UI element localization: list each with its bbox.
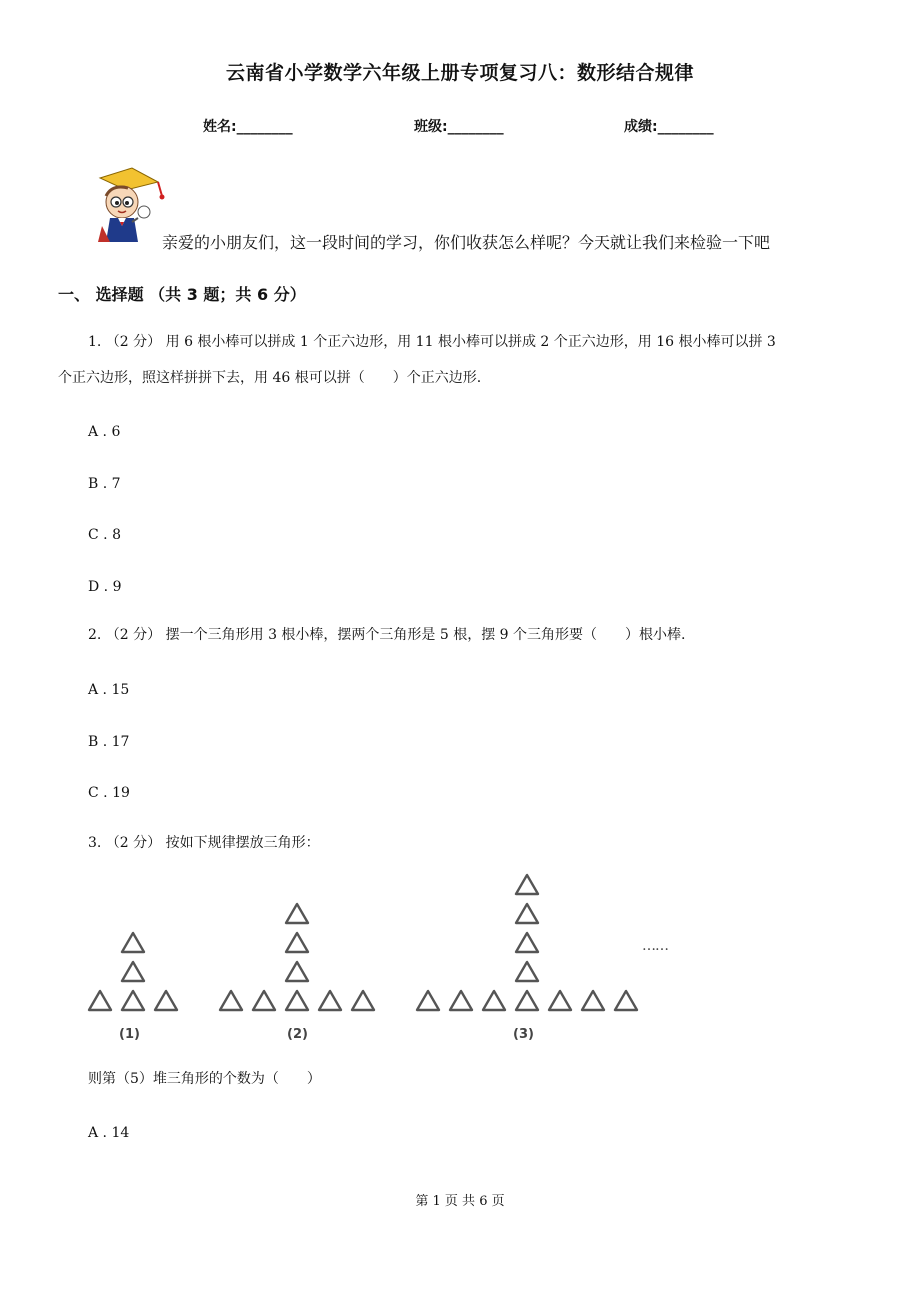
pile-3-triangle-6 (582, 991, 604, 1010)
pile-3-triangle-11 (516, 875, 538, 894)
pile-3-triangle-8 (516, 962, 538, 981)
q2-option-c[interactable]: C . 19 (88, 785, 130, 801)
pile-3-triangle-4 (516, 991, 538, 1010)
section-heading: 一、 选择题 （共 3 题；共 6 分） (58, 285, 306, 304)
pile-2-triangle-3 (286, 991, 308, 1010)
page-footer: 第 1 页 共 6 页 (415, 1194, 505, 1209)
question-3-line-2: 则第（5）堆三角形的个数为（ ） (88, 1071, 321, 1087)
pile-3-triangle-7 (615, 991, 637, 1010)
pile-1-triangle-3 (155, 991, 177, 1010)
score-field: 成绩:________ (624, 119, 714, 135)
figure-label-1: (1) (119, 1027, 140, 1042)
q1-option-b[interactable]: B . 7 (88, 476, 121, 492)
question-1-line-2: 个正六边形，照这样拼拼下去，用 46 根可以拼（ ）个正六边形. (58, 370, 482, 386)
q2-option-a[interactable]: A . 15 (88, 682, 130, 698)
pile-3-triangle-3 (483, 991, 505, 1010)
class-field: 班级:________ (414, 119, 504, 135)
pile-1-triangle-4 (122, 962, 144, 981)
pile-3-triangle-1 (417, 991, 439, 1010)
question-2-line-1: 2. （2 分） 摆一个三角形用 3 根小棒，摆两个三角形是 5 根，摆 9 个三角形要（ ）根小棒. (88, 627, 686, 643)
pile-3-triangle-10 (516, 904, 538, 923)
pile-2-triangle-1 (220, 991, 242, 1010)
q2-option-b[interactable]: B . 17 (88, 734, 130, 750)
q3-option-a[interactable]: A . 14 (88, 1125, 130, 1141)
figure-label-3: (3) (513, 1027, 534, 1042)
pile-2-triangle-5 (352, 991, 374, 1010)
mascot-image (92, 166, 168, 246)
pile-3-triangle-5 (549, 991, 571, 1010)
pile-2-triangle-6 (286, 962, 308, 981)
q1-option-d[interactable]: D . 9 (88, 579, 122, 595)
question-1-line-1: 1. （2 分） 用 6 根小棒可以拼成 1 个正六边形，用 11 根小棒可以拼成 2 个正六边形，用 16 根小棒可以拼 3 (88, 334, 776, 350)
pile-2-triangle-7 (286, 933, 308, 952)
figure-label-2: (2) (287, 1027, 308, 1042)
continuation-dots: …… (642, 938, 668, 954)
greeting-text: 亲爱的小朋友们，这一段时间的学习，你们收获怎么样呢？今天就让我们来检验一下吧 (162, 233, 771, 252)
pile-2-triangle-4 (319, 991, 341, 1010)
q1-option-c[interactable]: C . 8 (88, 527, 121, 543)
pile-1-triangle-2 (122, 991, 144, 1010)
pile-2-triangle-8 (286, 904, 308, 923)
page-title: 云南省小学数学六年级上册专项复习八：数形结合规律 (225, 62, 694, 84)
pile-1-triangle-5 (122, 933, 144, 952)
pile-3-triangle-9 (516, 933, 538, 952)
q1-option-a[interactable]: A . 6 (88, 424, 121, 440)
question-3-line-1: 3. （2 分） 按如下规律摆放三角形： (88, 835, 320, 851)
name-field: 姓名:________ (203, 119, 293, 135)
pile-2-triangle-2 (253, 991, 275, 1010)
triangle-pattern-figure (0, 870, 920, 1050)
pile-3-triangle-2 (450, 991, 472, 1010)
pile-1-triangle-1 (89, 991, 111, 1010)
